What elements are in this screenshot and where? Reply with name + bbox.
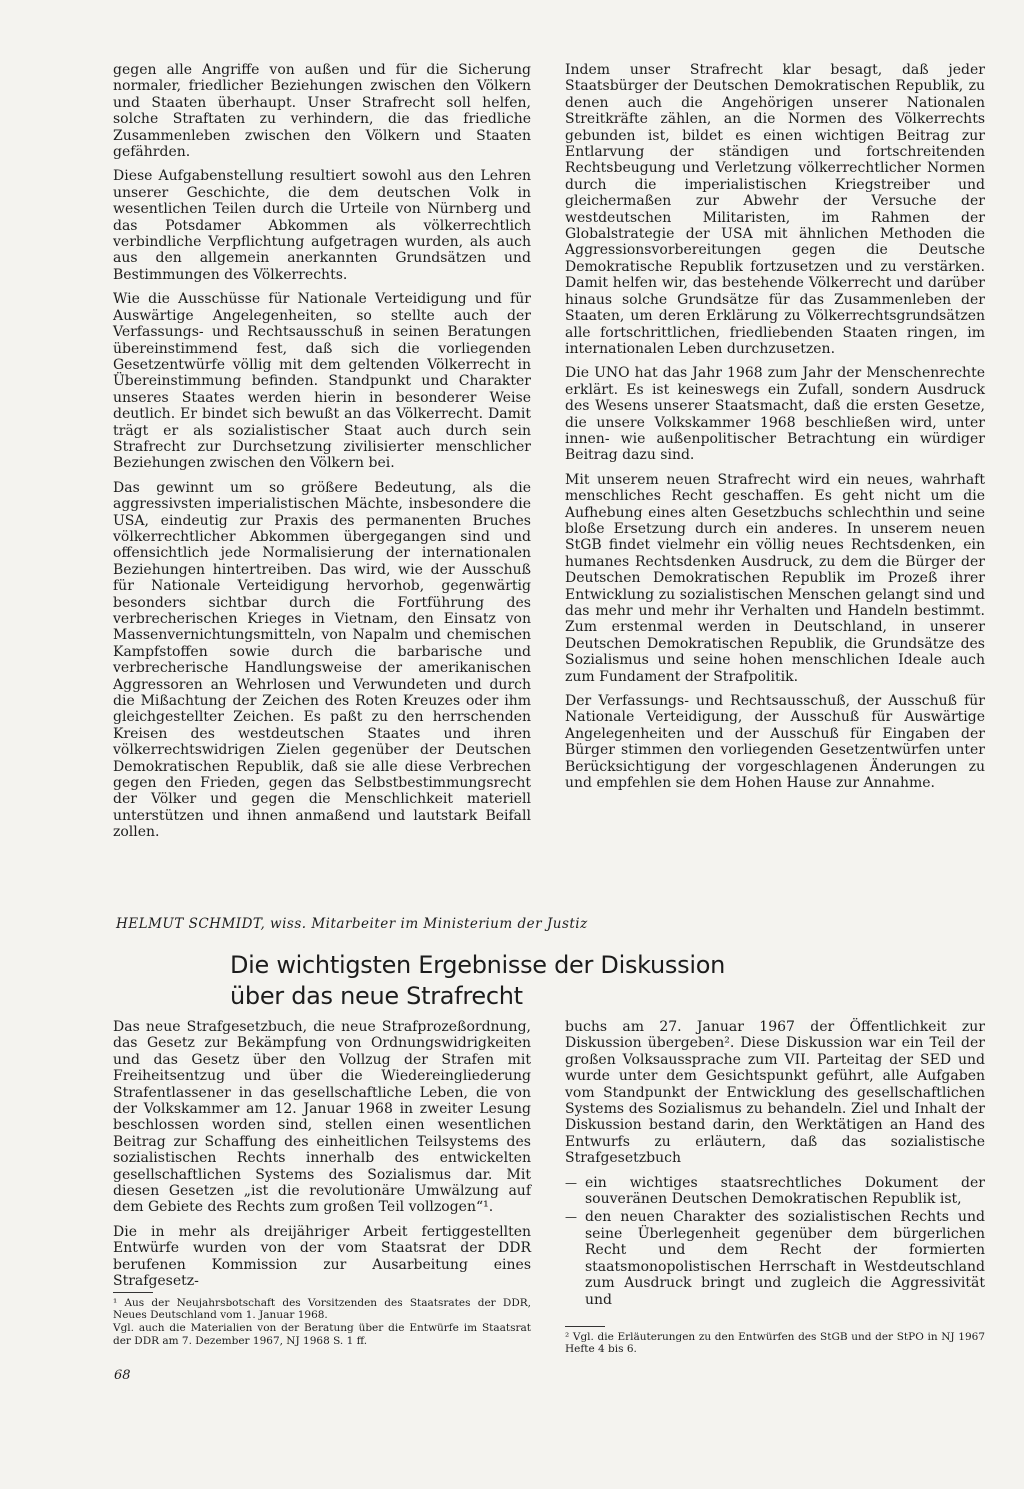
- footnote-rule: [565, 1326, 605, 1327]
- footnote: Vgl. auch die Materialien von der Beratung über die Entwürfe im Staatsrat der DDR am 7. Dezember 1967, NJ 1968 S. 1 ff.: [113, 1322, 531, 1347]
- paragraph: Der Verfassungs- und Rechtsausschuß, der Ausschuß für Nationale Verteidigung, der Ausschuß für Auswärtige Angelegenheiten und der Ausschuß für Eingaben der Bürger stimmen den vorliegenden Gesetzentwürfen unter Berücksichtigung der vorgeschlagenen Änderungen zu und empfehlen sie dem Hohen Hause zur Annahme.: [565, 693, 985, 792]
- paragraph: Indem unser Strafrecht klar besagt, daß jeder Staatsbürger der Deutschen Demokratischen Republik, zu denen auch die Angehörigen unserer Nationalen Streitkräfte zählen, an die Normen des Völkerrechts gebunden ist, bildet es einen wichtigen Beitrag zur Entlarvung der ständigen und fortschreitenden Rechtsbeugung und Verletzung völkerrechtlicher Normen durch die imperialistischen Kriegstreiber und gleichermaßen zur Abwehr der Versuche der westdeutschen Militaristen, im Rahmen der Globalstrategie der USA mit ähnlichen Methoden die Aggressionsvorbereitungen gegen die Deutsche Demokratische Republik fortzusetzen und zu verstärken. Damit helfen wir, das bestehende Völkerrecht und darüber hinaus solche Grundsätze für das Zusammenleben der Staaten, um deren Erklärung zu Völkerrechtsgrundsätzen alle fortschrittlichen, friedliebenden Staaten ringen, im internationalen Leben durchzusetzen.: [565, 62, 985, 357]
- list-item: — ein wichtiges staatsrechtliches Dokument der souveränen Deutschen Demokratischen Republik ist,: [565, 1175, 985, 1208]
- paragraph: Wie die Ausschüsse für Nationale Verteidigung und für Auswärtige Angelegenheiten, so stellte auch der Verfassungs- und Rechtsausschuß in seinen Beratungen übereinstimmend fest, daß sich die vorliegenden Gesetzentwürfe völlig mit dem geltenden Völkerrecht in Übereinstimmung befinden. Standpunkt und Charakter unseres Staates werden hierin in besonderer Weise deutlich. Er bindet sich bewußt an das Völkerrecht. Damit trägt er als sozialistischer Staat auch durch sein Strafrecht zur Durchsetzung zivilisierter menschlicher Beziehungen zwischen den Völkern bei.: [113, 291, 531, 472]
- top-left-column: [113, 62, 531, 849]
- paragraph: Die in mehr als dreijähriger Arbeit fertiggestellten Entwürfe wurden von der vom Staatsrat der DDR berufenen Kommission zur Ausarbeitung eines Strafgesetz-: [113, 1223, 531, 1290]
- paragraph: Diese Aufgabenstellung resultiert sowohl aus den Lehren unserer Geschichte, die dem deutschen Volk in wesentlichen Teilen durch die Urteile von Nürnberg und das Potsdamer Abkommen als völkerrechtlich verbindliche Verpflichtung aufgetragen wurden, als auch aus den allgemein anerkannten Grundsätzen und Bestimmungen des Völkerrechts.: [113, 168, 531, 283]
- dash-list: [565, 1175, 985, 1308]
- footnote-right: ² Vgl. die Erläuterungen zu den Entwürfen des StGB und der StPO in NJ 1967 Hefte 4 bis 6.: [565, 1331, 985, 1356]
- article-title: [230, 950, 930, 1012]
- paragraph: Das neue Strafgesetzbuch, die neue Strafprozeßordnung, das Gesetz zur Bekämpfung von Ordnungswidrigkeiten und das Gesetz über den Vollzug der Strafen mit Freiheitsentzug und über die Wiedereingliederung Strafentlassener in das gesellschaftliche Leben, die von der Volkskammer am 12. Januar 1968 in zweiter Lesung beschlossen worden sind, stellen einen wesentlichen Beitrag zur Schaffung des einheitlichen Teilsystems des sozialistischen Rechts innerhalb des entwickelten gesellschaftlichen Systems des Sozialismus dar. Mit diesen Gesetzen „ist die revolutionäre Umwälzung auf dem Gebiete des Rechts zum großen Teil vollzogen“¹.: [113, 1019, 531, 1216]
- bottom-left-column: [113, 1019, 531, 1298]
- bottom-right-column: [565, 1019, 985, 1310]
- article-byline: HELMUT SCHMIDT, wiss. Mitarbeiter im Ministerium der Justiz: [116, 916, 588, 932]
- title-line: über das neue Strafrecht: [230, 982, 523, 1010]
- paragraph: Das gewinnt um so größere Bedeutung, als die aggressivsten imperialistischen Mächte, insbesondere die USA, eindeutig zur Praxis des permanenten Bruches völkerrechtlicher Abkommen übergegangen sind und offensichtlich jede Normalisierung der internationalen Beziehungen hintertreiben. Das wird, wie der Ausschuß für Nationale Verteidigung hervorhob, gegenwärtig besonders sichtbar durch die Fortführung des verbrecherischen Krieges in Vietnam, den Einsatz von Massenvernichtungsmitteln, von Napalm und chemischen Kampfstoffen sowie durch die barbarische und verbrecherische Handlungsweise der amerikanischen Aggressoren an Wehrlosen und Verwundeten und durch die Mißachtung der Zeichen des Roten Kreuzes oder ihm gleichgestellter Zeichen. Es paßt zu den herrschenden Kreisen des westdeutschen Staates und ihren völkerrechtswidrigen Zielen gegenüber der Deutschen Demokratischen Republik, daß sie alle diese Verbrechen gegen den Frieden, gegen das Selbstbestimmungsrecht der Völker und gegen die Menschlichkeit materiell unterstützen und ihnen anmaßend und lautstark Beifall zollen.: [113, 479, 531, 841]
- list-item: — den neuen Charakter des sozialistischen Rechts und seine Überlegenheit gegenüber dem bürgerlichen Recht und dem Recht der formierten staatsmonopolistischen Herrschaft in Westdeutschland zum Ausdruck bringt und zugleich die Aggressivität und: [565, 1209, 985, 1307]
- footnote: ¹ Aus der Neujahrsbotschaft des Vorsitzenden des Staatsrates der DDR, Neues Deutschland vom 1. Januar 1968.: [113, 1297, 531, 1322]
- page-number: 68: [114, 1368, 131, 1383]
- footnotes-left: [113, 1297, 531, 1348]
- paragraph: buchs am 27. Januar 1967 der Öffentlichkeit zur Diskussion übergeben². Diese Diskussion war ein Teil der großen Volksaussprache zum VII. Parteitag der SED und wurde unter dem Gesichtspunkt geführt, alle Aufgaben vom Standpunkt der Entwicklung des gesellschaftlichen Systems des Sozialismus zu behandeln. Ziel und Inhalt der Diskussion bestand darin, den Werktätigen an Hand des Entwurfs zu erläutern, daß das sozialistische Strafgesetzbuch: [565, 1019, 985, 1167]
- paragraph: Die UNO hat das Jahr 1968 zum Jahr der Menschenrechte erklärt. Es ist keineswegs ein Zufall, sondern Ausdruck des Wesens unserer Staatsmacht, daß die ersten Gesetze, die unsere Volkskammer 1968 beschließen wird, unter innen- wie außenpolitischer Betrachtung ein würdiger Beitrag dazu sind.: [565, 365, 985, 464]
- top-right-column: [565, 62, 985, 799]
- footnote-rule: [113, 1292, 153, 1293]
- paragraph: gegen alle Angriffe von außen und für die Sicherung normaler, friedlicher Beziehungen zwischen den Völkern und Staaten überhaupt. Unser Strafrecht soll helfen, solche Straftaten zu verhindern, die das friedliche Zusammenleben zwischen den Völkern und Staaten gefährden.: [113, 62, 531, 161]
- title-line: Die wichtigsten Ergebnisse der Diskussion: [230, 951, 725, 979]
- paragraph: Mit unserem neuen Strafrecht wird ein neues, wahrhaft menschliches Recht geschaffen. Es geht nicht um die Aufhebung eines alten Gesetzbuchs schlechthin und seine bloße Ersetzung durch ein anderes. In unserem neuen StGB findet vielmehr ein völlig neues Rechtsdenken, ein humanes Rechtsdenken Ausdruck, zu dem die Bürger der Deutschen Demokratischen Republik im Prozeß ihrer Entwicklung zu sozialistischen Menschen gelangt sind und das mehr und mehr ihr Verhalten und Handeln bestimmt. Zum erstenmal werden in Deutschland, in unserer Deutschen Demokratischen Republik, die Grundsätze des Sozialismus und seine hohen menschlichen Ideale auch zum Fundament der Strafpolitik.: [565, 471, 985, 685]
